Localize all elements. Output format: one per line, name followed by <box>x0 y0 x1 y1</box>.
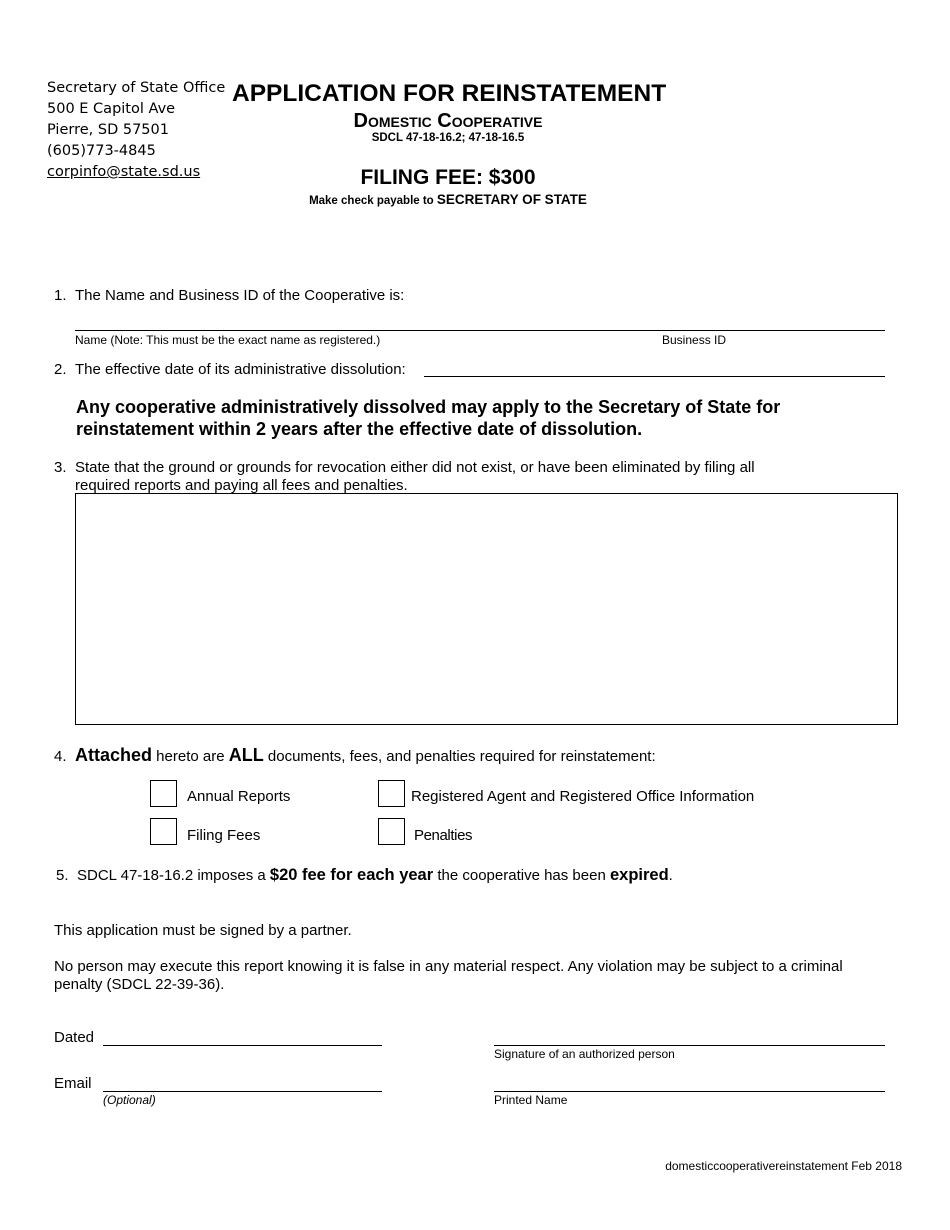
question-5-end: . <box>668 867 673 884</box>
signature-label: Signature of an authorized person <box>494 1047 675 1061</box>
question-4 <box>54 745 656 766</box>
printed-name-field[interactable] <box>494 1091 885 1092</box>
question-4-attached: Attached <box>75 745 153 765</box>
question-2 <box>54 361 406 378</box>
question-2-number: 2. <box>54 361 67 378</box>
question-5 <box>56 866 673 885</box>
penalty-warning: No person may execute this report knowing it is false in any material respect. Any violation may be subject to a criminal penalty (SDCL 22-39-36). <box>54 958 843 993</box>
form-subtitle: Domestic Cooperative <box>353 110 543 132</box>
question-3 <box>54 459 755 494</box>
dissolution-date-field[interactable] <box>424 376 885 377</box>
name-field-label: Name (Note: This must be the exact name as registered.) <box>75 333 381 347</box>
question-5-number: 5. <box>56 867 69 884</box>
question-4-rest: documents, fees, and penalties required for reinstatement: <box>263 748 656 765</box>
payable-to: SECRETARY OF STATE <box>436 192 587 207</box>
office-name: Secretary of State Office <box>47 80 226 96</box>
question-4-hereto: hereto are <box>152 748 229 765</box>
office-city: Pierre, SD 57501 <box>47 122 169 138</box>
registered-agent-checkbox[interactable] <box>378 780 405 807</box>
annual-reports-checkbox[interactable] <box>150 780 177 807</box>
office-street: 500 E Capitol Ave <box>47 101 176 117</box>
registered-agent-label: Registered Agent and Registered Office Information <box>411 788 755 805</box>
penalties-checkbox[interactable] <box>378 818 405 845</box>
question-2-text: The effective date of its administrative dissolution: <box>75 361 406 378</box>
question-1 <box>54 287 405 304</box>
payable-prefix: Make check payable to <box>309 195 434 207</box>
question-1-number: 1. <box>54 287 67 304</box>
email-label: Email <box>54 1075 92 1092</box>
dated-field[interactable] <box>103 1045 382 1046</box>
name-business-id-field[interactable] <box>75 330 885 331</box>
filing-fee: FILING FEE: $300 <box>360 166 536 189</box>
question-5-part-1: SDCL 47-18-16.2 imposes a <box>77 867 270 884</box>
penalties-label: Penalties <box>414 827 473 844</box>
email-field[interactable] <box>103 1091 382 1092</box>
form-footer: domesticcooperativereinstatement Feb 2018 <box>665 1159 902 1173</box>
business-id-field-label: Business ID <box>662 333 727 347</box>
statute-reference: SDCL 47-18-16.2; 47-18-16.5 <box>371 132 525 144</box>
question-3-line-1: State that the ground or grounds for revocation either did not exist, or have been eliminated by filing all <box>75 459 755 476</box>
question-4-all: ALL <box>228 745 264 765</box>
question-4-number: 4. <box>54 748 67 765</box>
office-phone: (605)773-4845 <box>47 143 156 159</box>
signature-field[interactable] <box>494 1045 885 1046</box>
question-5-part-2: the cooperative has been <box>433 867 610 884</box>
signing-requirement: This application must be signed by a partner. <box>54 922 352 939</box>
question-3-number: 3. <box>54 459 67 476</box>
question-1-text: The Name and Business ID of the Cooperative is: <box>75 287 405 304</box>
question-5-bold-fee: $20 fee for each year <box>269 866 434 884</box>
payable-instruction <box>232 192 664 207</box>
annual-reports-label: Annual Reports <box>187 788 291 805</box>
dated-label: Dated <box>54 1029 95 1046</box>
email-optional-label: (Optional) <box>103 1093 156 1107</box>
question-5-bold-expired: expired <box>609 866 669 884</box>
filing-fees-label: Filing Fees <box>187 827 261 844</box>
form-title: APPLICATION FOR REINSTATEMENT <box>232 80 667 107</box>
office-email-link[interactable]: corpinfo@state.sd.us <box>47 164 201 180</box>
office-address <box>47 78 225 183</box>
filing-fees-checkbox[interactable] <box>150 818 177 845</box>
grounds-text-area[interactable] <box>75 493 898 725</box>
question-3-line-2: required reports and paying all fees and penalties. <box>75 477 408 494</box>
printed-name-label: Printed Name <box>494 1093 568 1107</box>
reinstatement-notice: Any cooperative administratively dissolved may apply to the Secretary of State for reinstatement within 2 years after the effective date of dissolution. <box>76 397 781 439</box>
